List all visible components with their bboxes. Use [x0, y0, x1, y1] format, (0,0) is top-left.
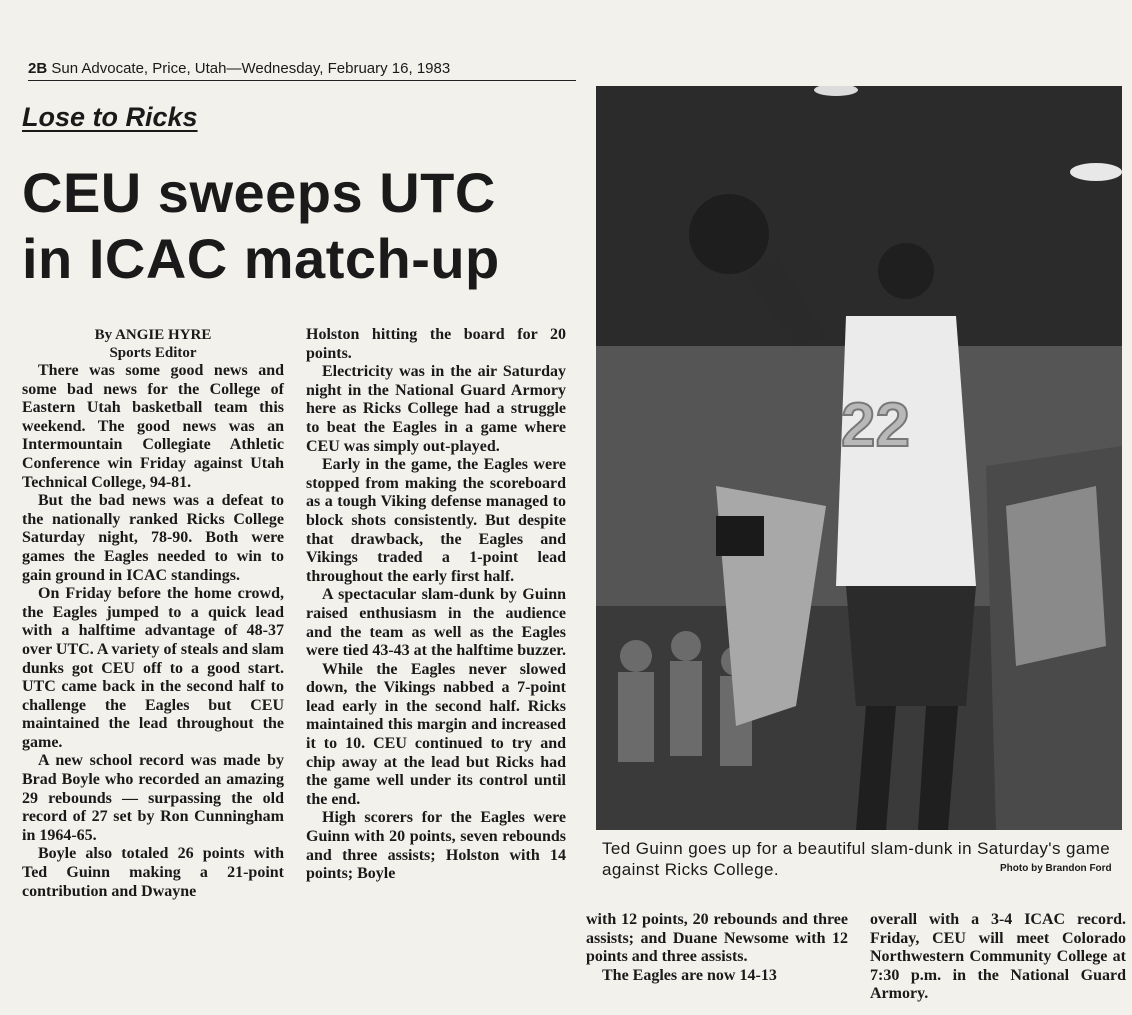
- byline-title: Sports Editor: [109, 345, 197, 361]
- paragraph: Early in the game, the Eagles were stopped from making the scoreboard as a tough Viking defense managed to block shots consistently. But despite that drawback, the Eagles and Vikings traded a 1-point lead throughout the early first half.: [306, 456, 566, 585]
- headline-line-2: in ICAC match-up: [22, 227, 500, 290]
- paragraph: with 12 points, 20 rebounds and three assists; and Duane Newsome with 12 points and three assists.: [586, 911, 848, 966]
- paragraph: High scorers for the Eagles were Guinn with 20 points, seven rebounds and three assists; Holston with 14 points; Boyle: [306, 809, 566, 883]
- paragraph: A new school record was made by Brad Boyle who recorded an amazing 29 rebounds — surpassing the old record of 27 set by Ron Cunningham in 1964-65.: [22, 752, 284, 844]
- paragraph: While the Eagles never slowed down, the Vikings nabbed a 7-point lead early in the second half. Ricks maintained this margin and increased it to 10. CEU continued to try and chip away at the lead but Ricks had the game well under its control until the end.: [306, 660, 566, 808]
- paragraph: The Eagles are now 14-13: [602, 966, 777, 984]
- paragraph: Holston hitting the board for 20 points.: [306, 326, 566, 362]
- photo-caption: Ted Guinn goes up for a beautiful slam-dunk in Saturday's game against Ricks College.: [602, 839, 1111, 879]
- paragraph: Boyle also totaled 26 points with Ted Guinn making a 21-point contribution and Dwayne: [22, 845, 284, 900]
- main-headline: [22, 160, 582, 292]
- paragraph: overall with a 3-4 ICAC record. Friday, CEU will meet Colorado Northwestern Community College at 7:30 p.m. in the National Guard Armory.: [870, 911, 1126, 1003]
- page-folio: [28, 60, 576, 81]
- byline-author: By ANGIE HYRE: [94, 327, 212, 343]
- kicker-headline: Lose to Ricks: [22, 102, 198, 132]
- photo-credit: Photo by Brandon Ford: [1000, 863, 1112, 874]
- article-column-3: [586, 911, 848, 985]
- jersey-number: 22: [841, 391, 910, 460]
- article-column-2: [306, 326, 566, 884]
- headline-line-1: CEU sweeps UTC: [22, 161, 496, 224]
- paragraph: But the bad news was a defeat to the nationally ranked Ricks College Saturday night, 78-90. Both were games the Eagles needed to win to gain ground in ICAC standings.: [22, 492, 284, 584]
- page-number: 2B: [28, 60, 48, 77]
- paragraph: A spectacular slam-dunk by Guinn raised enthusiasm in the audience and the team as well as the Eagles were tied 43-43 at the halftime buzzer.: [306, 586, 566, 660]
- news-photo: [596, 86, 1122, 830]
- masthead-dateline: Sun Advocate, Price, Utah—Wednesday, February 16, 1983: [51, 60, 451, 77]
- article-column-4: [870, 911, 1126, 1004]
- paragraph: Electricity was in the air Saturday night in the National Guard Armory here as Ricks College had a struggle to beat the Eagles in a game where CEU was simply out-played.: [306, 363, 566, 455]
- basketball-player-photo: [596, 86, 1122, 830]
- article-column-1: [22, 326, 284, 901]
- paragraph: There was some good news and some bad news for the College of Eastern Utah basketball team this weekend. The good news was an Intermountain Collegiate Athletic Conference win Friday against Utah Technical College, 94-81.: [22, 362, 284, 491]
- paragraph: On Friday before the home crowd, the Eagles jumped to a quick lead with a halftime advantage of 48-37 over UTC. A variety of steals and slam dunks got CEU off to a good start. UTC came back in the second half to challenge the Eagles but CEU maintained the lead throughout the game.: [22, 585, 284, 751]
- byline: [22, 326, 284, 362]
